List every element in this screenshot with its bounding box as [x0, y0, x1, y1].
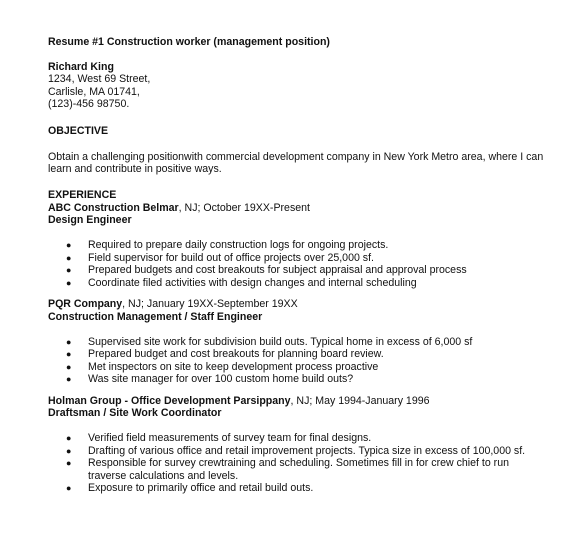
bullet-icon: ●: [66, 483, 72, 494]
bullet-icon: ●: [66, 433, 72, 444]
bullet-text: Met inspectors on site to keep development process proactive: [88, 360, 379, 373]
job-bullet-list: [48, 432, 548, 495]
job-bullet-item: [48, 445, 548, 458]
job-details: , NJ; October 19XX-Present: [178, 201, 310, 214]
bullet-text: Prepared budget and cost breakouts for planning board review.: [88, 348, 384, 361]
contact-address-line-1: 1234, West 69 Street,: [48, 73, 151, 86]
bullet-text: Prepared budgets and cost breakouts for subject appraisal and approval process: [88, 264, 467, 277]
job-company-line: [48, 298, 548, 311]
bullet-icon: ●: [66, 361, 72, 372]
contact-name: Richard King: [48, 60, 114, 73]
job-entry: [48, 298, 548, 386]
job-bullet-item: [48, 277, 548, 290]
job-bullet-item: [48, 348, 548, 361]
job-bullet-item: [48, 482, 548, 495]
bullet-icon: ●: [66, 374, 72, 385]
job-role: Draftsman / Site Work Coordinator: [48, 407, 222, 420]
job-entry: [48, 395, 548, 495]
contact-address-line-2: Carlisle, MA 01741,: [48, 85, 140, 98]
job-bullet-list: [48, 336, 548, 386]
bullet-icon: ●: [66, 265, 72, 276]
objective-text: Obtain a challenging positionwith commercial development company in New York Metro area, where I can learn and contribute in positive ways.: [48, 150, 544, 176]
job-details: , NJ; May 1994-January 1996: [290, 394, 430, 407]
job-bullet-item: [48, 264, 548, 277]
job-header: [48, 298, 548, 323]
job-bullet-item: [48, 432, 548, 445]
bullet-icon: ●: [66, 349, 72, 360]
job-entry: [48, 202, 548, 290]
job-company: PQR Company: [48, 298, 123, 311]
job-details: , NJ; January 19XX-September 19XX: [122, 298, 298, 311]
bullet-icon: ●: [66, 239, 72, 250]
bullet-text: Field supervisor for build out of office projects over 25,000 sf.: [88, 251, 374, 264]
bullet-icon: ●: [66, 445, 72, 456]
job-bullet-item: [48, 457, 546, 482]
bullet-icon: ●: [66, 252, 72, 263]
bullet-icon: ●: [66, 336, 72, 347]
contact-block: [48, 61, 548, 111]
bullet-icon: ●: [66, 458, 72, 469]
job-header: [48, 395, 548, 420]
job-company: ABC Construction Belmar: [48, 201, 179, 214]
resume-title: Resume #1 Construction worker (management position): [48, 36, 330, 48]
objective-heading: OBJECTIVE: [48, 124, 109, 137]
resume-document: [48, 36, 548, 504]
job-bullet-item: [48, 373, 548, 386]
job-bullet-item: [48, 252, 548, 265]
bullet-text: Drafting of various office and retail improvement projects. Typica size in excess of 100,000 sf.: [88, 444, 526, 457]
job-bullet-item: [48, 361, 548, 374]
job-role: Design Engineer: [48, 214, 132, 227]
bullet-text: Coordinate filed activities with design changes and internal scheduling: [88, 276, 417, 289]
bullet-text: Supervised site work for subdivision build outs. Typical home in excess of 6,000 sf: [88, 335, 473, 348]
bullet-text: Required to prepare daily construction logs for ongoing projects.: [88, 238, 389, 251]
job-role: Construction Management / Staff Engineer: [48, 310, 263, 323]
job-header: [48, 202, 548, 227]
job-company-line: [48, 202, 548, 215]
bullet-text: Verified field measurements of survey team for final designs.: [88, 432, 372, 445]
experience-heading: EXPERIENCE: [48, 189, 117, 202]
job-company-line: [48, 395, 548, 408]
contact-phone: (123)-456 98750.: [48, 98, 130, 111]
bullet-text: Was site manager for over 100 custom home build outs?: [88, 373, 354, 386]
job-bullet-item: [48, 336, 548, 349]
bullet-icon: ●: [66, 277, 72, 288]
job-bullet-list: [48, 239, 548, 289]
job-bullet-item: [48, 239, 548, 252]
bullet-text: Exposure to primarily office and retail build outs.: [88, 482, 314, 495]
job-company: Holman Group - Office Development Parsippany: [48, 394, 291, 407]
bullet-text: Responsible for survey crewtraining and scheduling. Sometimes fill in for crew chief to run traverse calculations and levels.: [88, 457, 509, 482]
